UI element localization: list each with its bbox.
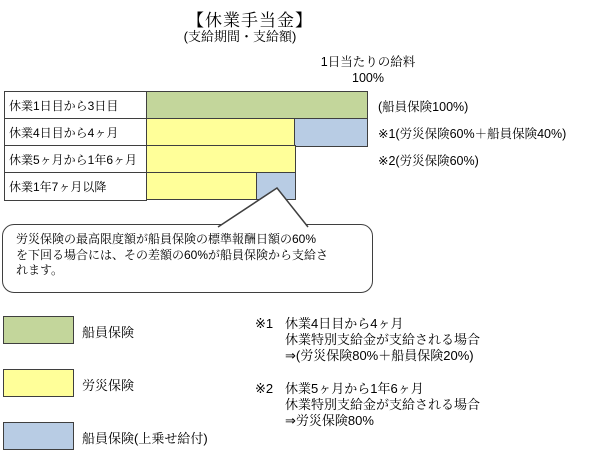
legend-label-seamen-insurance: 船員保険 [82, 325, 135, 340]
note-1-marker: ※1 [255, 316, 274, 331]
page-subtitle: (支給期間・支給額) [183, 29, 297, 44]
note-2-marker: ※2 [255, 381, 274, 396]
legend-label-workers-accident-insurance: 労災保険 [82, 378, 135, 393]
bar-row2-seamen-insurance-topup [294, 118, 368, 147]
note-2 [255, 381, 604, 430]
note-1-line2: 休業特別支給金が支給される場合 [285, 332, 481, 348]
axis-header [288, 54, 448, 86]
row-label-2: 休業4日目から4ヶ月 [4, 118, 147, 147]
callout-box [2, 224, 373, 293]
row-label-4: 休業1年7ヶ月以降 [4, 172, 147, 201]
callout-line: を下回る場合には、その差額の60%が船員保険から支給さ [16, 247, 329, 262]
bar-row2-workers-accident-insurance [146, 118, 296, 147]
page-title: 【休業手当金】 [187, 11, 313, 30]
legend-swatch-seamen-insurance-topup [3, 422, 74, 450]
axis-label: 1日当たりの給料 [320, 55, 416, 69]
note-1-line3: ⇒(労災保険80%＋船員保険20%) [285, 348, 474, 364]
annotation-row2: ※1(労災保険60%＋船員保険40%) [378, 127, 567, 141]
legend-swatch-seamen-insurance [3, 316, 74, 344]
callout-pointer-icon [210, 183, 320, 231]
row-label-1: 休業1日目から3日目 [4, 91, 147, 120]
note-1-line1: 休業4日目から4ヶ月 [285, 316, 404, 331]
note-2-line2: 休業特別支給金が支給される場合 [285, 397, 481, 413]
callout-line: れます。 [16, 263, 64, 277]
note-1 [255, 316, 604, 365]
axis-value: 100% [352, 71, 384, 85]
annotation-row1: (船員保険100%) [378, 100, 469, 114]
annotation-row3: ※2(労災保険60%) [378, 154, 479, 168]
callout-line: 労災保険の最高限度額が船員保険の標準報酬日額の60% [16, 232, 317, 246]
bar-row1-seamen-insurance [146, 91, 369, 120]
legend-swatch-workers-accident-insurance [3, 369, 74, 397]
note-2-line3: ⇒労災保険80% [285, 413, 374, 429]
row-label-3: 休業5ヶ月から1年6ヶ月 [4, 145, 147, 174]
note-2-line1: 休業5ヶ月から1年6ヶ月 [285, 381, 424, 396]
legend-label-seamen-insurance-topup: 船員保険(上乗せ給付) [82, 431, 208, 446]
bar-row3-workers-accident-insurance [146, 145, 296, 174]
